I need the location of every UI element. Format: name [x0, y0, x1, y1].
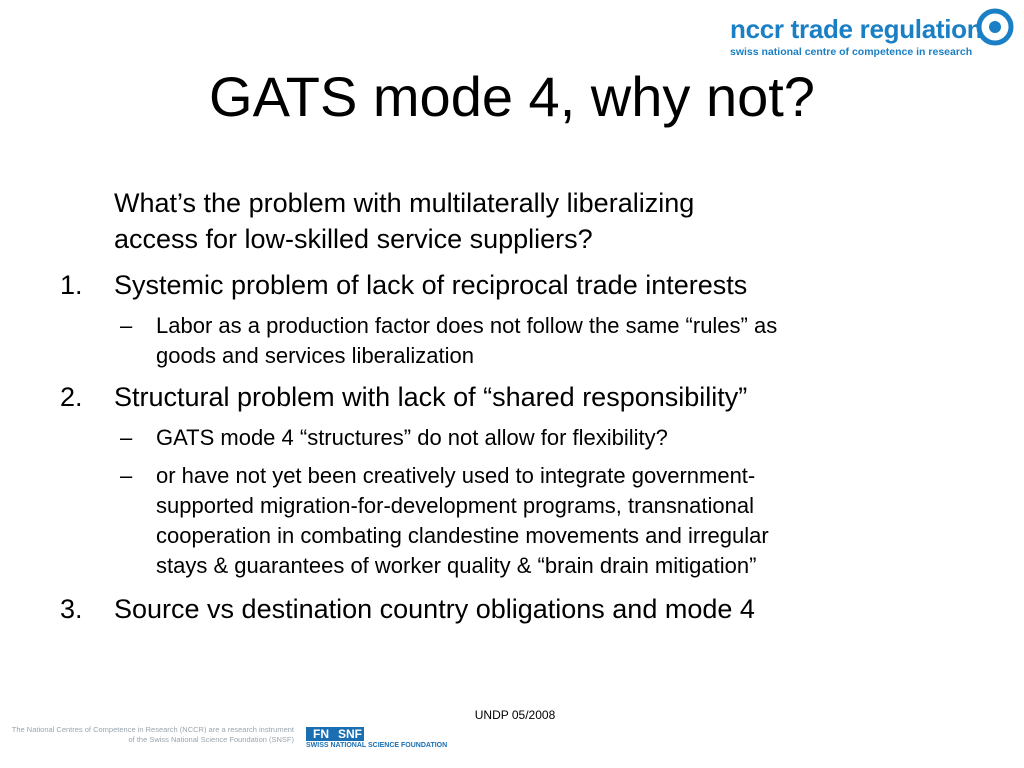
footer-note — [4, 725, 294, 745]
sub-item-line: stays & guarantees of worker quality & “brain drain mitigation” — [156, 553, 757, 578]
logo-title: nccr trade regulation — [730, 14, 983, 44]
slide-title: GATS mode 4, why not? — [209, 65, 815, 128]
numbered-item: Source vs destination country obligations and mode 4 — [114, 594, 755, 624]
numbered-item: Systemic problem of lack of reciprocal trade interests — [114, 270, 748, 300]
item-number: 1. — [60, 270, 83, 300]
sub-item-line: cooperation in combating clandestine movements and irregular — [156, 523, 769, 548]
intro-line: access for low-skilled service suppliers? — [114, 224, 593, 254]
sub-item-line: or have not yet been creatively used to integrate government- — [156, 463, 756, 488]
sub-item-line: supported migration-for-development programs, transnational — [156, 493, 754, 518]
nccr-logo — [730, 8, 1016, 58]
item-number: 2. — [60, 382, 83, 412]
sub-bullet: – — [120, 313, 133, 338]
numbered-item: Structural problem with lack of “shared responsibility” — [114, 382, 748, 412]
logo-subtitle: swiss national centre of competence in research — [730, 46, 973, 58]
slide-date: UNDP 05/2008 — [474, 708, 556, 722]
fn-logo-left: FN — [306, 727, 336, 741]
item-number: 3. — [60, 594, 83, 624]
sub-bullet: – — [120, 425, 133, 450]
snf-logo — [306, 727, 448, 753]
target-logo-icon — [976, 8, 1014, 46]
sub-bullet: – — [120, 463, 133, 488]
footer-note-line: The National Centres of Competence in Research (NCCR) are a research instrument — [11, 725, 294, 734]
footer-note-line: of the Swiss National Science Foundation (SNSF) — [128, 735, 294, 744]
sub-item-line: goods and services liberalization — [156, 343, 474, 368]
sub-item-line: GATS mode 4 “structures” do not allow for flexibility? — [156, 425, 668, 450]
snf-name: SWISS NATIONAL SCIENCE FOUNDATION — [306, 742, 448, 749]
intro-line: What’s the problem with multilaterally liberalizing — [114, 188, 695, 218]
fn-logo-right: SNF — [338, 727, 362, 741]
sub-item-line: Labor as a production factor does not follow the same “rules” as — [156, 313, 778, 338]
